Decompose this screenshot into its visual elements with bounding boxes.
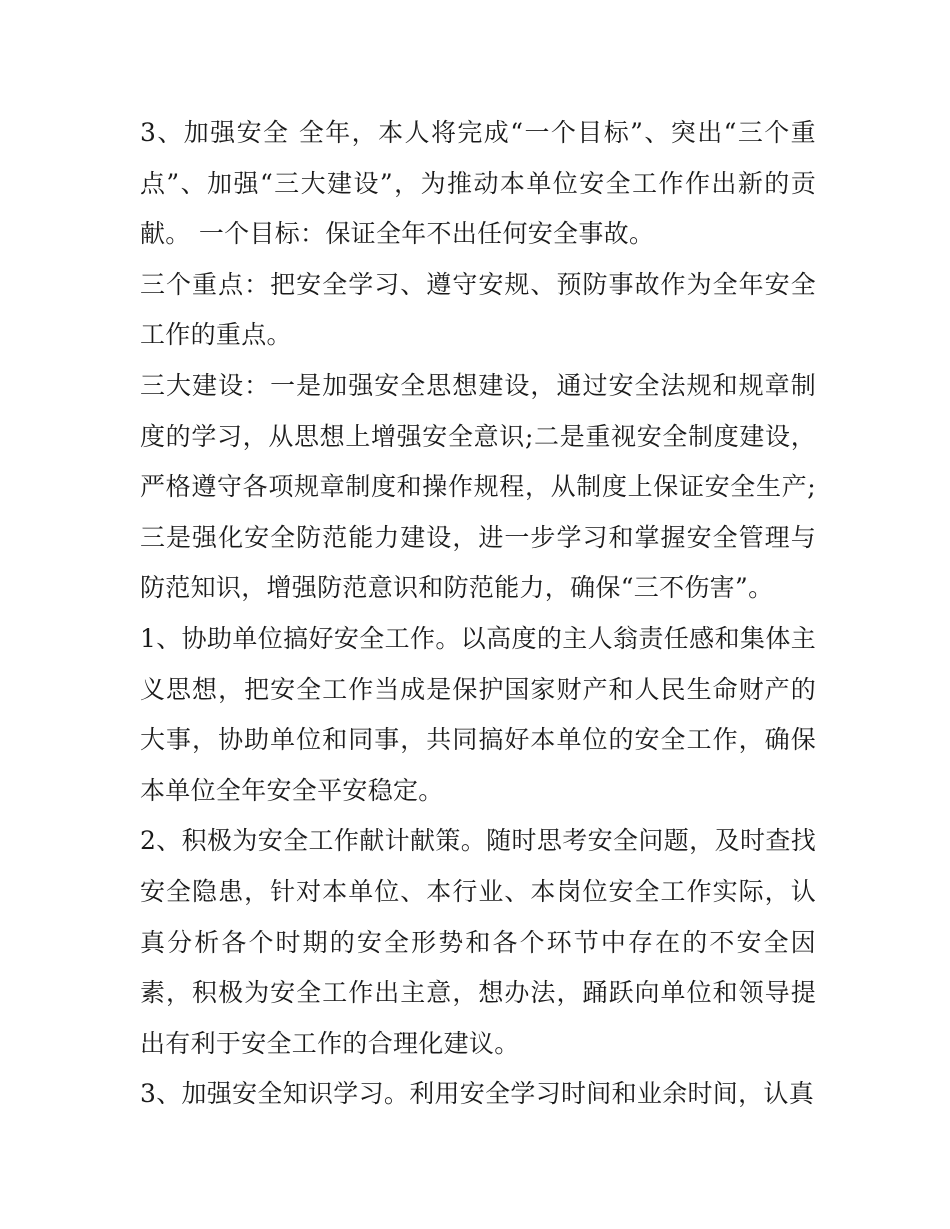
paragraph-three-key-points: 三个重点：把安全学习、遵守安规、预防事故作为全年安全工作的重点。 — [140, 269, 816, 350]
paragraph-suggestions: 2、积极为安全工作献计献策。随时思考安全问题，及时查找安全隐患，针对本单位、本行业、本岗位安全工作实际，认真分析各个时期的安全形势和各个环节中存在的不安全因素，积极为安全工作出主意，想办法，踊跃向单位和领导提出有利于安全工作的合理化建议。 — [140, 826, 816, 1058]
paragraph-assist-unit: 1、协助单位搞好安全工作。以高度的主人翁责任感和集体主义思想，把安全工作当成是保护国家财产和人民生命财产的大事，协助单位和同事，共同搞好本单位的安全工作，确保本单位全年安全平安稳定。 — [140, 623, 816, 805]
document-body — [140, 108, 816, 1120]
paragraph-three-constructions: 三大建设：一是加强安全思想建设，通过安全法规和规章制度的学习，从思想上增强安全意识;二是重视安全制度建设，严格遵守各项规章制度和操作规程，从制度上保证安全生产;三是强化安全防范能力建设，进一步学习和掌握安全管理与防范知识，增强防范意识和防范能力，确保“三不伤害”。 — [140, 370, 816, 603]
paragraph-safety-goal: 3、加强安全 全年，本人将完成“一个目标”、突出“三个重点”、加强“三大建设”，为推动本单位安全工作作出新的贡献。 一个目标：保证全年不出任何安全事故。 — [140, 118, 816, 249]
paragraph-study-knowledge: 3、加强安全知识学习。利用安全学习时间和业余时间，认真 — [140, 1079, 815, 1109]
